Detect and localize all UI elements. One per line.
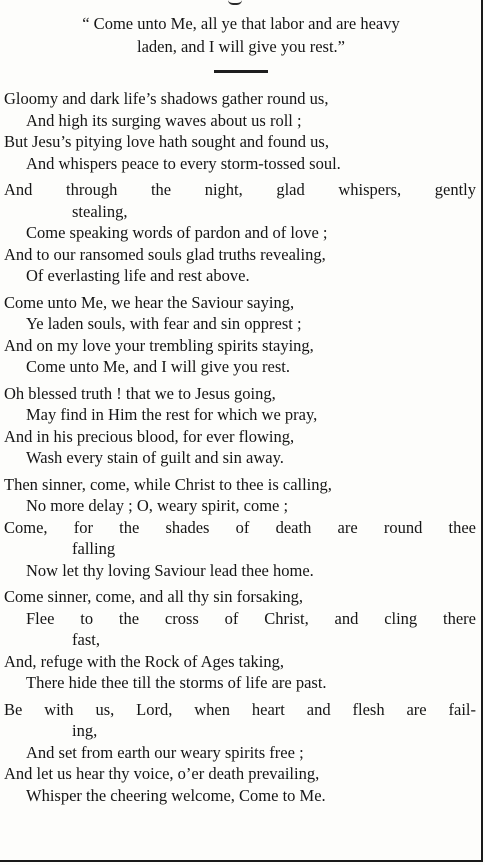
poem-line: And in his precious blood, for ever flowing, xyxy=(4,426,295,446)
poem-line: And let us hear thy voice, o’er death prevailing, xyxy=(4,764,320,783)
poem-line: Flee to the cross of Christ, and cling there xyxy=(26,608,476,628)
poem xyxy=(4,88,476,811)
stanza xyxy=(4,474,476,582)
poem-line: Then sinner, come, while Christ to thee is calling, xyxy=(4,474,332,494)
poem-line: No more delay ; O, weary spirit, come ; xyxy=(26,496,289,515)
epigraph-line: “ Come unto Me, all ye that labor and are heavy xyxy=(82,14,400,33)
poem-line: Oh blessed truth ! that we to Jesus going, xyxy=(4,383,276,403)
column-border-right xyxy=(481,0,483,860)
epigraph xyxy=(6,12,476,58)
poem-line: Come sinner, come, and all thy sin forsaking, xyxy=(4,587,304,606)
ornament-mark xyxy=(228,0,242,5)
epigraph-line: laden, and I will give you rest.” xyxy=(136,37,346,56)
stanza xyxy=(4,292,476,378)
separator-rule xyxy=(214,70,268,73)
poem-line: Come unto Me, we hear the Saviour saying, xyxy=(4,292,295,312)
column-border-bottom xyxy=(0,860,483,862)
poem-line: And whispers peace to every storm-tossed soul. xyxy=(26,153,341,173)
stanza xyxy=(4,383,476,469)
poem-line: And, refuge with the Rock of Ages taking, xyxy=(4,651,284,671)
poem-line: And set from earth our weary spirits free ; xyxy=(26,742,304,762)
poem-line: Now let thy loving Saviour lead thee home. xyxy=(26,560,314,580)
poem-line: And high its surging waves about us roll ; xyxy=(26,110,302,130)
stanza xyxy=(4,699,476,807)
poem-line: fast, xyxy=(72,630,100,649)
poem-line: Whisper the cheering welcome, Come to Me. xyxy=(26,785,326,805)
poem-line: ing, xyxy=(72,721,98,740)
stanza xyxy=(4,586,476,694)
poem-line: Ye laden souls, with fear and sin opprest ; xyxy=(26,314,302,333)
poem-line: But Jesu’s pitying love hath sought and found us, xyxy=(4,132,329,151)
poem-line: There hide thee till the storms of life are past. xyxy=(26,673,327,692)
stanza xyxy=(4,88,476,174)
poem-line: Gloomy and dark life’s shadows gather round us, xyxy=(4,89,329,108)
poem-line: Be with us, Lord, when heart and flesh are fail- xyxy=(4,699,476,719)
poem-line: Of everlasting life and rest above. xyxy=(26,266,250,285)
poem-line: Wash every stain of guilt and sin away. xyxy=(26,448,284,467)
poem-line: Come, for the shades of death are round thee xyxy=(4,517,476,537)
poem-line: falling xyxy=(72,539,116,558)
poem-line: stealing, xyxy=(72,201,128,221)
poem-line: And on my love your trembling spirits staying, xyxy=(4,335,314,355)
poem-line: Come speaking words of pardon and of love ; xyxy=(26,223,328,242)
poem-line: And through the night, glad whispers, gently xyxy=(4,180,476,199)
poem-line: May find in Him the rest for which we pray, xyxy=(26,405,318,424)
poem-line: And to our ransomed souls glad truths revealing, xyxy=(4,244,326,264)
stanza xyxy=(4,179,476,287)
poem-line: Come unto Me, and I will give you rest. xyxy=(26,357,290,376)
